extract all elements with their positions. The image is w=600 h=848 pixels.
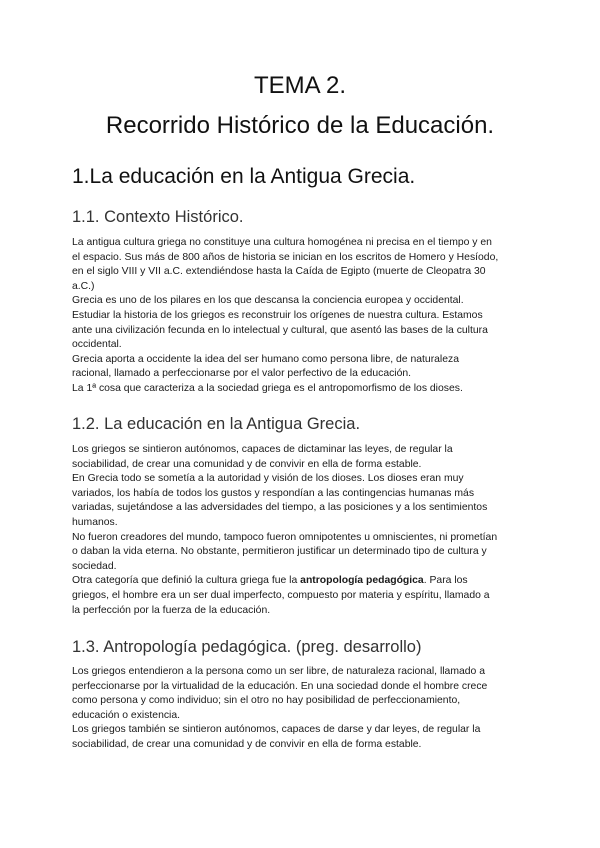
text-line: Los griegos entendieron a la persona como un ser libre, de naturaleza racional, llamado a: [72, 666, 485, 677]
text-line: educación o existencia.: [72, 709, 181, 721]
text-line: sociedad.: [72, 560, 117, 572]
text-line: en el siglo VIII y VII a.C. extendiéndose hasta la Caída de Egipto (muerte de Cleopatra 30: [72, 266, 486, 278]
document-title-line-2: Recorrido Histórico de la Educación.: [105, 112, 495, 139]
text-line: Los griegos se sintieron autónomos, capaces de dictaminar las leyes, de regular la: [72, 444, 453, 455]
paragraph-educacion-grecia: [72, 443, 532, 618]
text-line: el espacio. Sus más de 800 años de historia se inician en los escritos de Homero y Hesíodo,: [72, 251, 499, 263]
text-line: La 1ª cosa que caracteriza a la sociedad griega es el antropomorfismo de los dioses.: [72, 382, 463, 394]
text-fragment: Otra categoría que definió la cultura griega fue la: [72, 575, 301, 587]
section-heading-1: 1.La educación en la Antigua Grecia.: [72, 165, 416, 188]
text-line-with-bold: [72, 574, 532, 589]
text-line: No fueron creadores del mundo, tampoco fueron omnipotentes u omniscientes, ni prometían: [72, 531, 498, 543]
text-line: variadas, sujetándose a las adversidades del tiempo, a las posiciones y a los sentimientos: [72, 502, 488, 514]
text-line: Los griegos también se sintieron autónomos, capaces de darse y dar leyes, de regular la: [72, 724, 481, 736]
text-line: la perfección por la fuerza de la educación.: [72, 604, 271, 616]
text-line: como persona y como individuo; sin el otro no hay posibilidad de perfeccionamiento,: [72, 695, 461, 707]
text-line: o daban la vida eterna. No obstante, permitieron justificar un determinado tipo de cultura y: [72, 546, 487, 558]
text-line: griegos, el hombre era un ser dual imperfecto, compuesto por materia y espíritu, llamado a: [72, 589, 490, 601]
text-line: Grecia aporta a occidente la idea del ser humano como persona libre, de naturaleza: [72, 353, 459, 365]
text-line: sociabilidad, de crear una comunidad y de convivir en ella de forma estable.: [72, 738, 422, 750]
document-title-line-1: TEMA 2.: [253, 72, 347, 99]
text-line: perfeccionarse por la virtualidad de la educación. En una sociedad donde el hombre crece: [72, 680, 488, 692]
paragraph-antropologia-pedagogica: [72, 665, 532, 753]
text-line: occidental.: [72, 339, 122, 351]
text-line: Grecia es uno de los pilares en los que descansa la conciencia europea y occidental.: [72, 295, 464, 307]
subsection-heading-1-3: 1.3. Antropología pedagógica. (preg. desarrollo): [72, 638, 422, 656]
text-fragment: . Para los: [423, 575, 468, 587]
subsection-heading-1-1: 1.1. Contexto Histórico.: [72, 208, 244, 226]
text-line: Estudiar la historia de los griegos es reconstruir los orígenes de nuestra cultura. Estamos: [72, 309, 483, 321]
text-line: a.C.): [72, 280, 95, 292]
paragraph-contexto-historico: [72, 236, 532, 397]
text-line: ante una civilización fecunda en lo intelectual y cultural, que asentó las bases de la cultura: [72, 324, 488, 336]
subsection-heading-1-2: 1.2. La educación en la Antigua Grecia.: [72, 415, 361, 433]
bold-term-antropologia-pedagogica: antropología pedagógica: [300, 575, 424, 587]
text-line: En Grecia todo se sometía a la autoridad y visión de los dioses. Los dioses eran muy: [72, 473, 464, 485]
text-line: La antigua cultura griega no constituye una cultura homogénea ni precisa en el tiempo y en: [72, 237, 492, 248]
text-line: variados, los había de todos los gustos y respondían a las contingencias humanas más: [72, 487, 475, 499]
text-line: sociabilidad, de crear una comunidad y de convivir en ella de forma estable.: [72, 458, 422, 470]
text-line: humanos.: [72, 516, 118, 528]
text-line: racional, llamado a perfeccionarse por el valor perfectivo de la educación.: [72, 368, 412, 380]
